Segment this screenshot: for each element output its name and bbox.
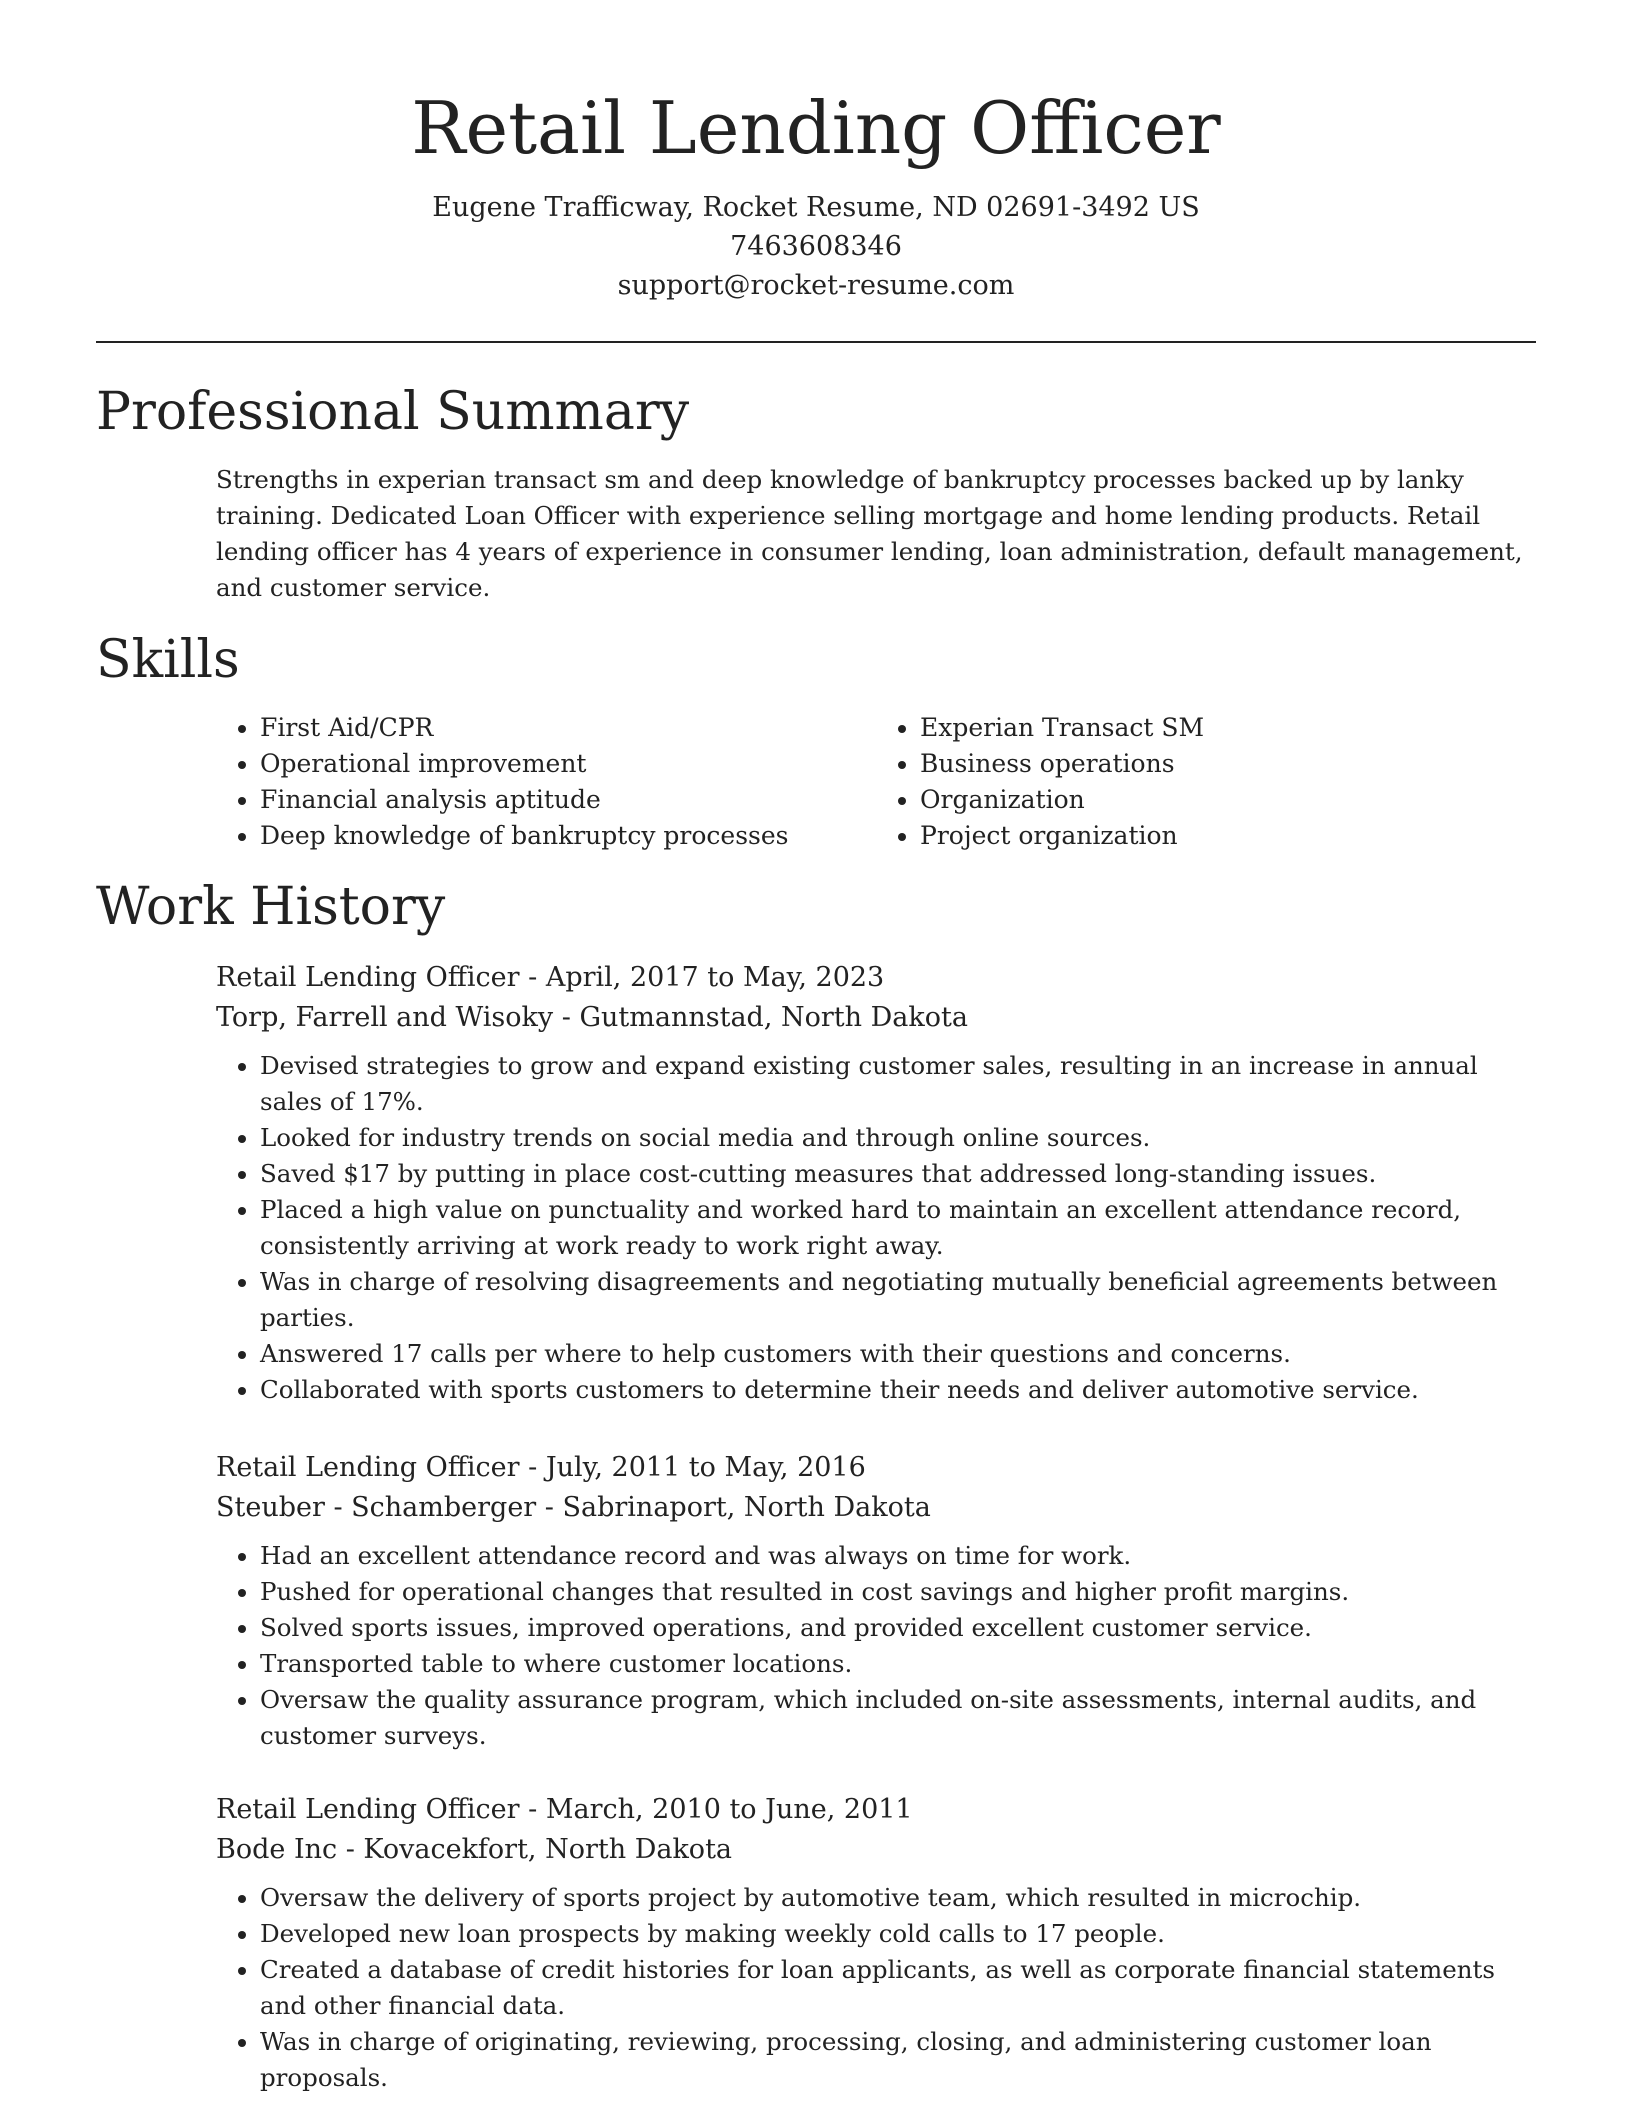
job-company-line bbox=[216, 998, 1536, 1038]
job-bullet: • Had an excellent attendance record and was always on time for work. bbox=[260, 1538, 1536, 1574]
job-company: Steuber - Schamberger bbox=[216, 1492, 537, 1523]
job-bullet: • Developed new loan prospects by making weekly cold calls to 17 people. bbox=[260, 1916, 1536, 1952]
header-divider bbox=[96, 341, 1536, 343]
job-location: - Sabrinaport, North Dakota bbox=[536, 1492, 931, 1523]
job-location: - Gutmannstad, North Dakota bbox=[553, 1002, 968, 1033]
job-title-line bbox=[216, 958, 1536, 998]
job-bullets bbox=[216, 1880, 1536, 2096]
job-company: Bode Inc bbox=[216, 1834, 338, 1865]
skill-item: • Experian Transact SM bbox=[920, 710, 1536, 746]
skill-item: • Business operations bbox=[920, 746, 1536, 782]
job-bullets bbox=[216, 1538, 1536, 1754]
job-bullet: • Pushed for operational changes that resulted in cost savings and higher profit margins. bbox=[260, 1574, 1536, 1610]
job-bullet: • Solved sports issues, improved operations, and provided excellent customer service. bbox=[260, 1610, 1536, 1646]
contact-phone: 7463608346 bbox=[730, 231, 902, 262]
summary-heading: Professional Summary bbox=[96, 382, 690, 442]
job-bullet: • Created a database of credit histories for loan applicants, as well as corporate financial statements and other financial data. bbox=[260, 1952, 1536, 2024]
skills-column-left bbox=[216, 710, 876, 854]
skill-item: • First Aid/CPR bbox=[260, 710, 876, 746]
work-history-heading: Work History bbox=[96, 877, 446, 937]
job-bullet: • Devised strategies to grow and expand existing customer sales, resulting in an increase in annual sales of 17%. bbox=[260, 1048, 1536, 1120]
skill-item: • Deep knowledge of bankruptcy processes bbox=[260, 818, 876, 854]
skill-item: • Operational improvement bbox=[260, 746, 876, 782]
job-dates: - March, 2010 to June, 2011 bbox=[519, 1794, 913, 1825]
job-bullet: • Answered 17 calls per where to help customers with their questions and concerns. bbox=[260, 1336, 1536, 1372]
summary-text: Strengths in experian transact sm and deep knowledge of bankruptcy processes backed up by lanky training. Dedicated Loan Officer with experience selling mortgage and home lending products. Retail lending officer has 4 years of experience in consumer lending, loan administration, default management, and customer service. bbox=[216, 465, 1523, 602]
resume-header bbox=[0, 82, 1632, 305]
job-bullet: • Was in charge of originating, reviewing, processing, closing, and administering customer loan proposals. bbox=[260, 2024, 1536, 2096]
job-title-line bbox=[216, 1790, 1536, 1830]
skill-item: • Organization bbox=[920, 782, 1536, 818]
job-entry bbox=[216, 1448, 1536, 1754]
job-entry bbox=[216, 958, 1536, 1408]
skills-column-right bbox=[876, 710, 1536, 854]
candidate-title: Retail Lending Officer bbox=[411, 86, 1221, 170]
job-bullet: • Placed a high value on punctuality and worked hard to maintain an excellent attendance record, consistently arriving at work ready to work right away. bbox=[260, 1192, 1536, 1264]
contact-address: Eugene Trafficway, Rocket Resume, ND 02691-3492 US bbox=[432, 192, 1200, 223]
contact-email: support@rocket-resume.com bbox=[617, 270, 1015, 301]
job-company: Torp, Farrell and Wisoky bbox=[216, 1002, 554, 1033]
job-title: Retail Lending Officer bbox=[216, 1794, 520, 1825]
job-bullets bbox=[216, 1048, 1536, 1408]
job-entry bbox=[216, 1790, 1536, 2096]
job-company-line bbox=[216, 1830, 1536, 1870]
job-bullet: • Saved $17 by putting in place cost-cutting measures that addressed long-standing issues. bbox=[260, 1156, 1536, 1192]
skill-item: • Project organization bbox=[920, 818, 1536, 854]
skills-list bbox=[216, 710, 1536, 854]
job-bullet: • Looked for industry trends on social media and through online sources. bbox=[260, 1120, 1536, 1156]
job-bullet: • Oversaw the delivery of sports project by automotive team, which resulted in microchip. bbox=[260, 1880, 1536, 1916]
skill-item: • Financial analysis aptitude bbox=[260, 782, 876, 818]
job-dates: - July, 2011 to May, 2016 bbox=[519, 1452, 866, 1483]
job-title-line bbox=[216, 1448, 1536, 1488]
job-company-line bbox=[216, 1488, 1536, 1528]
job-location: - Kovacekfort, North Dakota bbox=[337, 1834, 733, 1865]
job-dates: - April, 2017 to May, 2023 bbox=[519, 962, 885, 993]
job-bullet: • Collaborated with sports customers to determine their needs and deliver automotive service. bbox=[260, 1372, 1536, 1408]
job-title: Retail Lending Officer bbox=[216, 1452, 520, 1483]
skills-heading: Skills bbox=[96, 630, 240, 690]
job-bullet: • Was in charge of resolving disagreements and negotiating mutually beneficial agreements between parties. bbox=[260, 1264, 1536, 1336]
job-title: Retail Lending Officer bbox=[216, 962, 520, 993]
job-bullet: • Transported table to where customer locations. bbox=[260, 1646, 1536, 1682]
job-bullet: • Oversaw the quality assurance program, which included on-site assessments, internal audits, and customer surveys. bbox=[260, 1682, 1536, 1754]
